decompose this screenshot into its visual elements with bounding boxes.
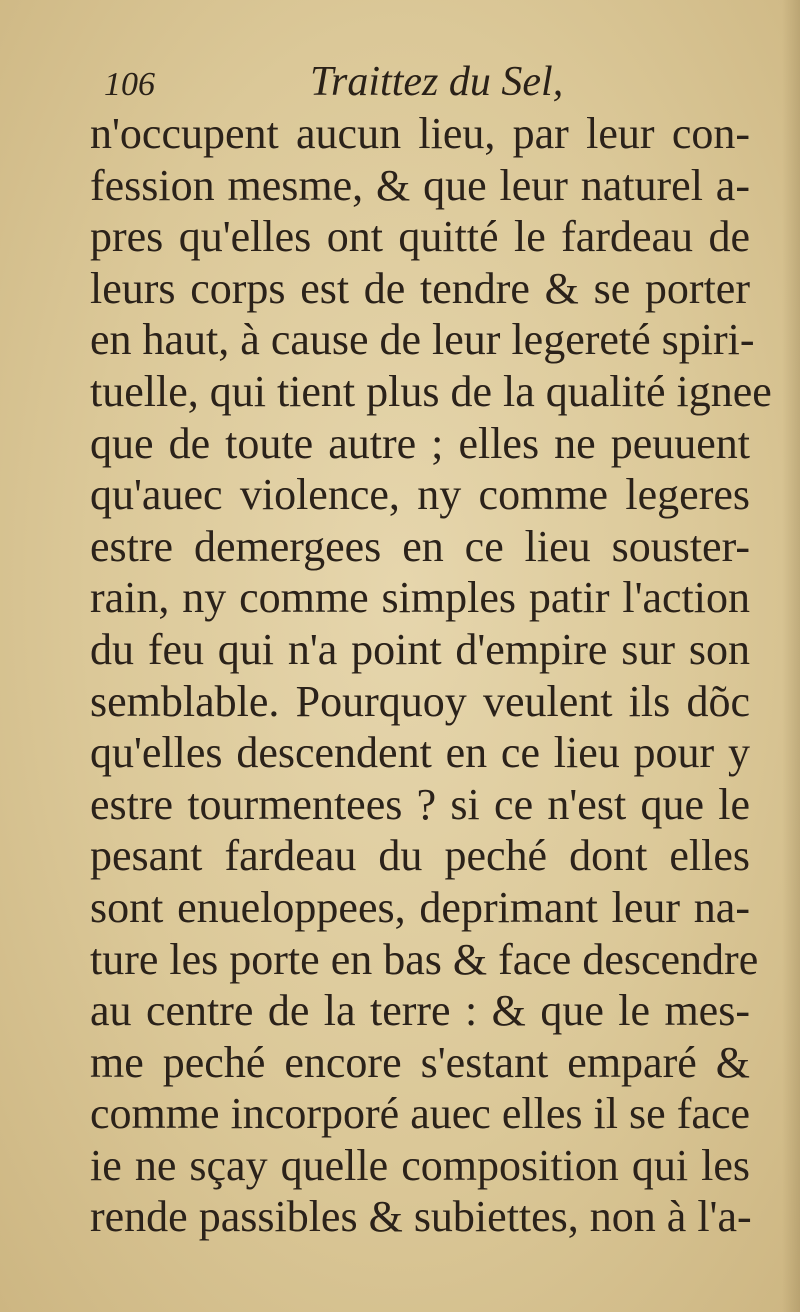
text-line: sont enueloppees, deprimant leur na- (90, 882, 750, 932)
text-line: comme incorporé auec elles il se face (90, 1089, 750, 1139)
text-line: qu'elles descendent en ce lieu pour y (90, 728, 750, 778)
text-line: pesant fardeau du peché dont elles (90, 831, 750, 881)
page-header (104, 58, 624, 110)
text-line: du feu qui n'a point d'empire sur son (90, 624, 750, 674)
text-line: semblable. Pourquoy veulent ils dõc (90, 676, 750, 726)
text-line: fession mesme, & que leur naturel a- (90, 160, 750, 210)
text-line: au centre de la terre : & que le mes- (90, 986, 750, 1036)
text-line: rain, ny comme simples patir l'action (90, 573, 750, 623)
text-line: que de toute autre ; elles ne peuuent (90, 418, 750, 468)
page-edge-shadow (782, 0, 800, 1312)
text-line: rende passibles & subiettes, non à l'a- (90, 1192, 752, 1242)
text-line: qu'auec violence, ny comme legeres (90, 470, 750, 520)
text-line: tuelle, qui tient plus de la qualité ignee (90, 366, 772, 416)
text-line: n'occupent aucun lieu, par leur con- (90, 109, 750, 158)
text-line: me peché encore s'estant emparé & (90, 1037, 750, 1087)
running-title: Traittez du Sel, (310, 59, 564, 105)
text-line: leurs corps est de tendre & se porter (90, 263, 750, 313)
text-line: en haut, à cause de leur legereté spiri- (90, 315, 755, 365)
text-line: estre demergees en ce lieu souster- (90, 521, 750, 571)
text-line: pres qu'elles ont quitté le fardeau de (90, 212, 750, 262)
page-number: 106 (104, 66, 155, 103)
text-line: ture les porte en bas & face descendre (90, 934, 759, 984)
text-line: estre tourmentees ? si ce n'est que le (90, 779, 750, 829)
text-line: ie ne sçay quelle composition qui les (90, 1140, 750, 1190)
body-text (90, 108, 772, 1243)
